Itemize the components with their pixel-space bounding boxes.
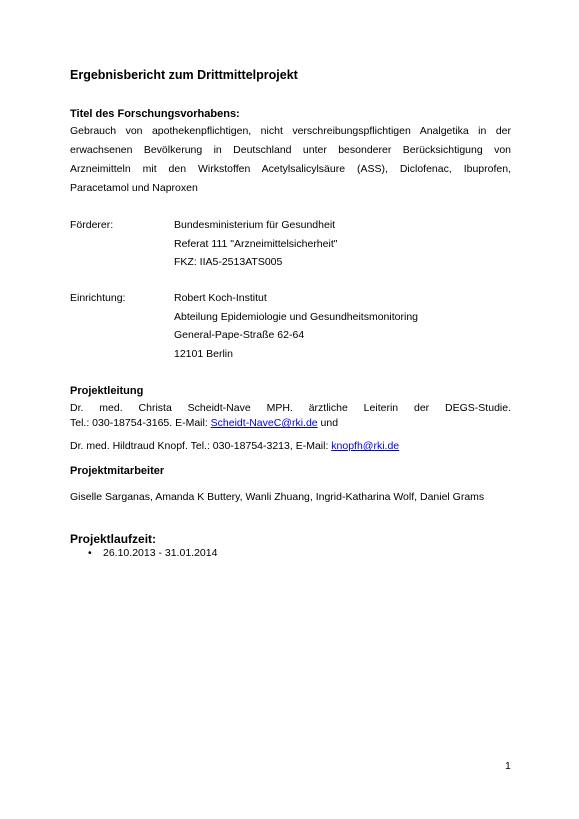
foerderer-line-3: FKZ: IIA5-2513ATS005: [174, 256, 283, 268]
laufzeit-heading: Projektlaufzeit:: [70, 532, 157, 546]
foerderer-line-1: Bundesministerium für Gesundheit: [174, 219, 336, 231]
vorhaben-heading: Titel des Forschungsvorhabens:: [70, 108, 240, 120]
leitung-1-line-2: [70, 414, 338, 432]
document-title: Ergebnisbericht zum Drittmittelprojekt: [70, 68, 298, 82]
einrichtung-line-2: Abteilung Epidemiologie und Gesundheitsmonitoring: [174, 311, 418, 323]
mitarbeiter-heading: Projektmitarbeiter: [70, 465, 165, 477]
vorhaben-line-2: erwachsenen Bevölkerung in Deutschland unter besonderer Berücksichtigung von: [70, 144, 511, 156]
einrichtung-line-1: Robert Koch-Institut: [174, 292, 267, 304]
leitung-1-tel: Tel.: 030-18754-3165. E-Mail:: [70, 417, 211, 429]
mitarbeiter-text: Giselle Sarganas, Amanda K Buttery, Wanli Zhuang, Ingrid-Katharina Wolf, Daniel Grams: [70, 491, 485, 503]
leitung-2-email-link[interactable]: knopfh@rki.de: [331, 440, 400, 452]
vorhaben-line-3: Arzneimitteln mit den Wirkstoffen Acetylsalicylsäure (ASS), Diclofenac, Ibuprofen,: [70, 163, 511, 175]
leitung-2-line: [70, 437, 399, 455]
page-number: 1: [505, 760, 511, 772]
einrichtung-label: Einrichtung:: [70, 292, 126, 304]
leitung-2-text: Dr. med. Hildtraud Knopf. Tel.: 030-18754-3213, E-Mail:: [70, 440, 332, 452]
foerderer-line-2: Referat 111 "Arzneimittelsicherheit": [174, 238, 338, 250]
leitung-1-email-link[interactable]: Scheidt-NaveC@rki.de: [210, 417, 318, 429]
laufzeit-item: 26.10.2013 - 31.01.2014: [103, 547, 218, 559]
leitung-1-line-1: Dr. med. Christa Scheidt-Nave MPH. ärztliche Leiterin der DEGS-Studie.: [70, 402, 511, 414]
vorhaben-line-1: Gebrauch von apothekenpflichtigen, nicht verschreibungspflichtigen Analgetika in der: [70, 125, 511, 137]
foerderer-label: Förderer:: [70, 219, 114, 231]
leitung-1-suffix: und: [317, 417, 339, 429]
einrichtung-line-3: General-Pape-Straße 62-64: [174, 329, 305, 341]
vorhaben-line-4: Paracetamol und Naproxen: [70, 182, 198, 194]
bullet-icon: •: [88, 547, 92, 559]
projektleitung-heading: Projektleitung: [70, 385, 144, 397]
einrichtung-line-4: 12101 Berlin: [174, 348, 233, 360]
